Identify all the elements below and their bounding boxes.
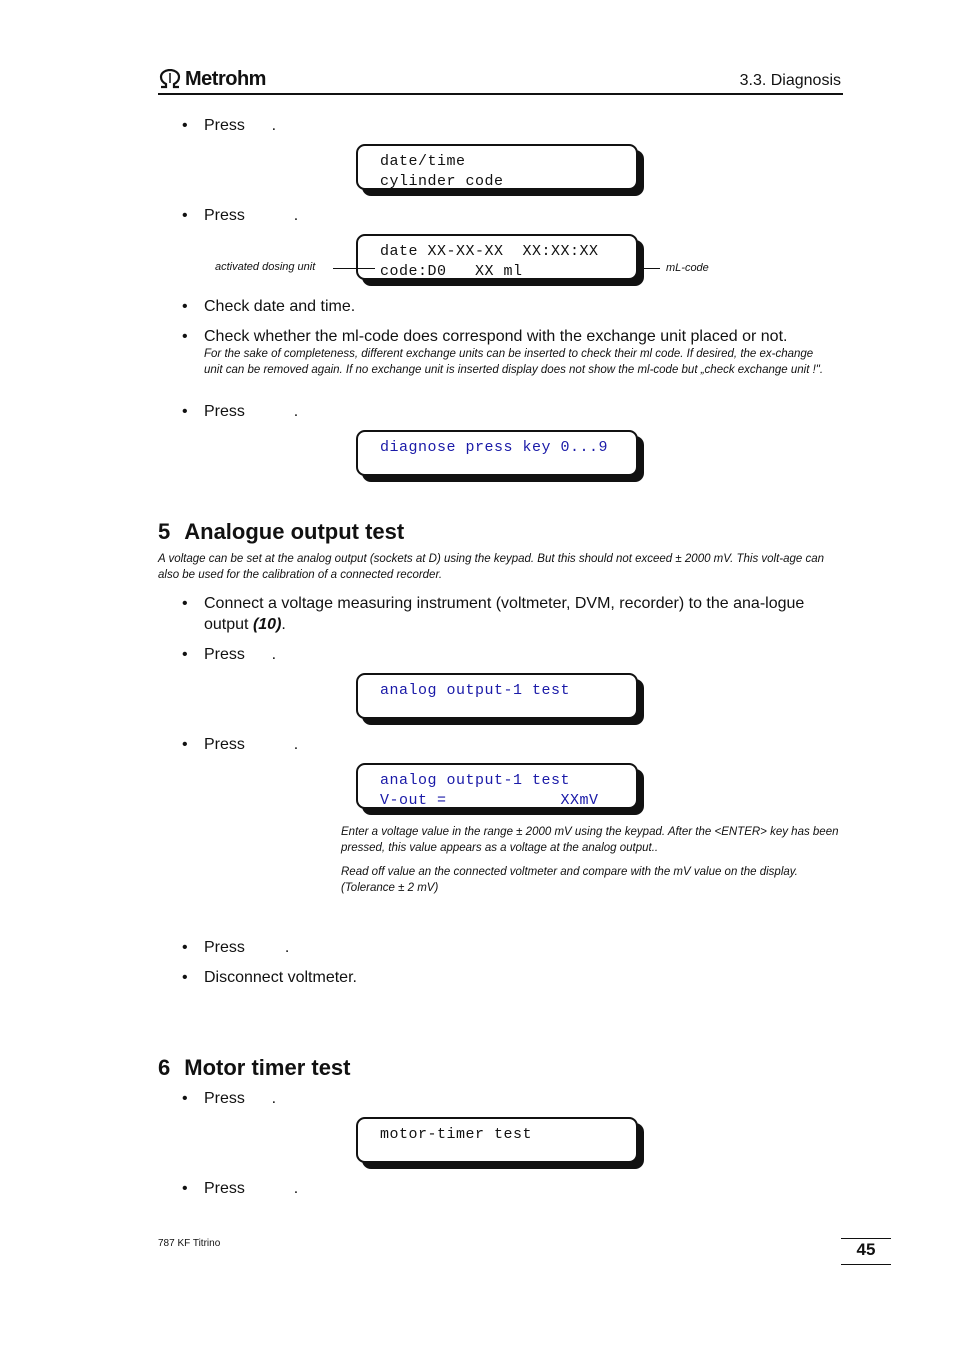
heading-number: 5 — [158, 519, 171, 544]
list-item: • Check date and time. — [182, 298, 356, 315]
section-label: 3.3. Diagnosis — [739, 72, 841, 89]
list-item-text: Check whether the ml-code does correspond with the exchange unit placed or not. — [204, 328, 788, 345]
note-analog-intro: A voltage can be set at the analog output (sockets at D) using the keypad. But this should not exceed ± 2000 mV. This volt-age can also be used for the calibration of a connected recorder. — [158, 553, 825, 581]
list-item-text: Connect a voltage measuring instrument (voltmeter, DVM, recorder) to the ana-logue output — [204, 595, 805, 633]
list-item: • Press . — [182, 403, 299, 420]
note-enter-voltage: Enter a voltage value in the range ± 2000 mV using the keypad. After the <ENTER> key has been pressed, this value appears as a voltage at the analog output.. — [341, 826, 839, 854]
section-heading — [158, 519, 404, 545]
list-item-text: Press . — [204, 736, 299, 753]
reference-number: (10) — [252, 616, 282, 633]
heading-title: Analogue output test — [184, 519, 405, 544]
lcd-line: date/time — [380, 153, 466, 170]
header-rule — [158, 93, 843, 95]
list-item-text: Disconnect voltmeter. — [204, 969, 357, 986]
lcd-display — [356, 763, 638, 809]
list-item: • Press . — [182, 939, 290, 956]
list-item: • Press . — [182, 646, 277, 663]
lcd-display — [356, 144, 638, 190]
omega-icon — [158, 69, 182, 89]
lcd-line: analog output-1 test — [380, 772, 571, 789]
lcd-line: analog output-1 test — [380, 682, 571, 699]
lcd-line: date XX-XX-XX XX:XX:XX — [380, 243, 599, 260]
lcd-display — [356, 1117, 638, 1163]
callout-line — [638, 268, 660, 269]
lcd-display — [356, 673, 638, 719]
list-item-text: Press . — [204, 117, 277, 134]
lcd-display — [356, 430, 638, 476]
list-item: • Press . — [182, 1090, 277, 1107]
list-item-end: . — [281, 616, 286, 633]
section-heading — [158, 1055, 351, 1081]
list-item-text: Press . — [204, 403, 299, 420]
list-item: • Disconnect voltmeter. — [182, 969, 357, 986]
list-item: • Press . — [182, 117, 277, 134]
list-item-text: Press . — [204, 939, 290, 956]
page-number: 45 — [841, 1240, 891, 1265]
list-item-text: Press . — [204, 207, 299, 224]
heading-title: Motor timer test — [184, 1055, 351, 1080]
list-item: • Press . — [182, 736, 299, 753]
list-item-text: Press . — [204, 646, 277, 663]
list-item-text: Press . — [204, 1180, 299, 1197]
lcd-line: V-out = XXmV — [380, 792, 599, 809]
list-item: • Connect a voltage measuring instrument (voltmeter, DVM, recorder) to the ana-logue output (10). — [182, 595, 805, 633]
lcd-line: motor-timer test — [380, 1126, 533, 1143]
brand-name: Metrohm — [185, 67, 266, 90]
list-item-text: Press . — [204, 1090, 277, 1107]
callout-line — [333, 268, 375, 269]
note-completeness: For the sake of completeness, different exchange units can be inserted to check their ml code. If desired, the ex-change unit can be removed again. If no exchange unit is inserted display does not show the ml-code but „check exchange unit !". — [204, 348, 824, 376]
list-item: • Press . — [182, 207, 299, 224]
callout-dosing-unit: activated dosing unit — [215, 261, 316, 273]
list-item-text: Check date and time. — [204, 298, 356, 315]
list-item: • Press . — [182, 1180, 299, 1197]
callout-ml-code: mL-code — [666, 262, 709, 274]
lcd-line: diagnose press key 0...9 — [380, 439, 609, 456]
lcd-display — [356, 234, 638, 280]
footer-product: 787 KF Titrino — [158, 1238, 221, 1249]
heading-number: 6 — [158, 1055, 171, 1080]
lcd-line: code:D0 XX ml — [380, 263, 523, 280]
page-number-rule — [841, 1238, 891, 1239]
note-read-off: Read off value an the connected voltmeter and compare with the mV value on the display. (Tolerance ± 2 mV) — [341, 866, 798, 894]
brand-logo — [158, 66, 266, 92]
lcd-line: cylinder code — [380, 173, 504, 190]
list-item: • Check whether the ml-code does correspond with the exchange unit placed or not. — [182, 328, 788, 345]
